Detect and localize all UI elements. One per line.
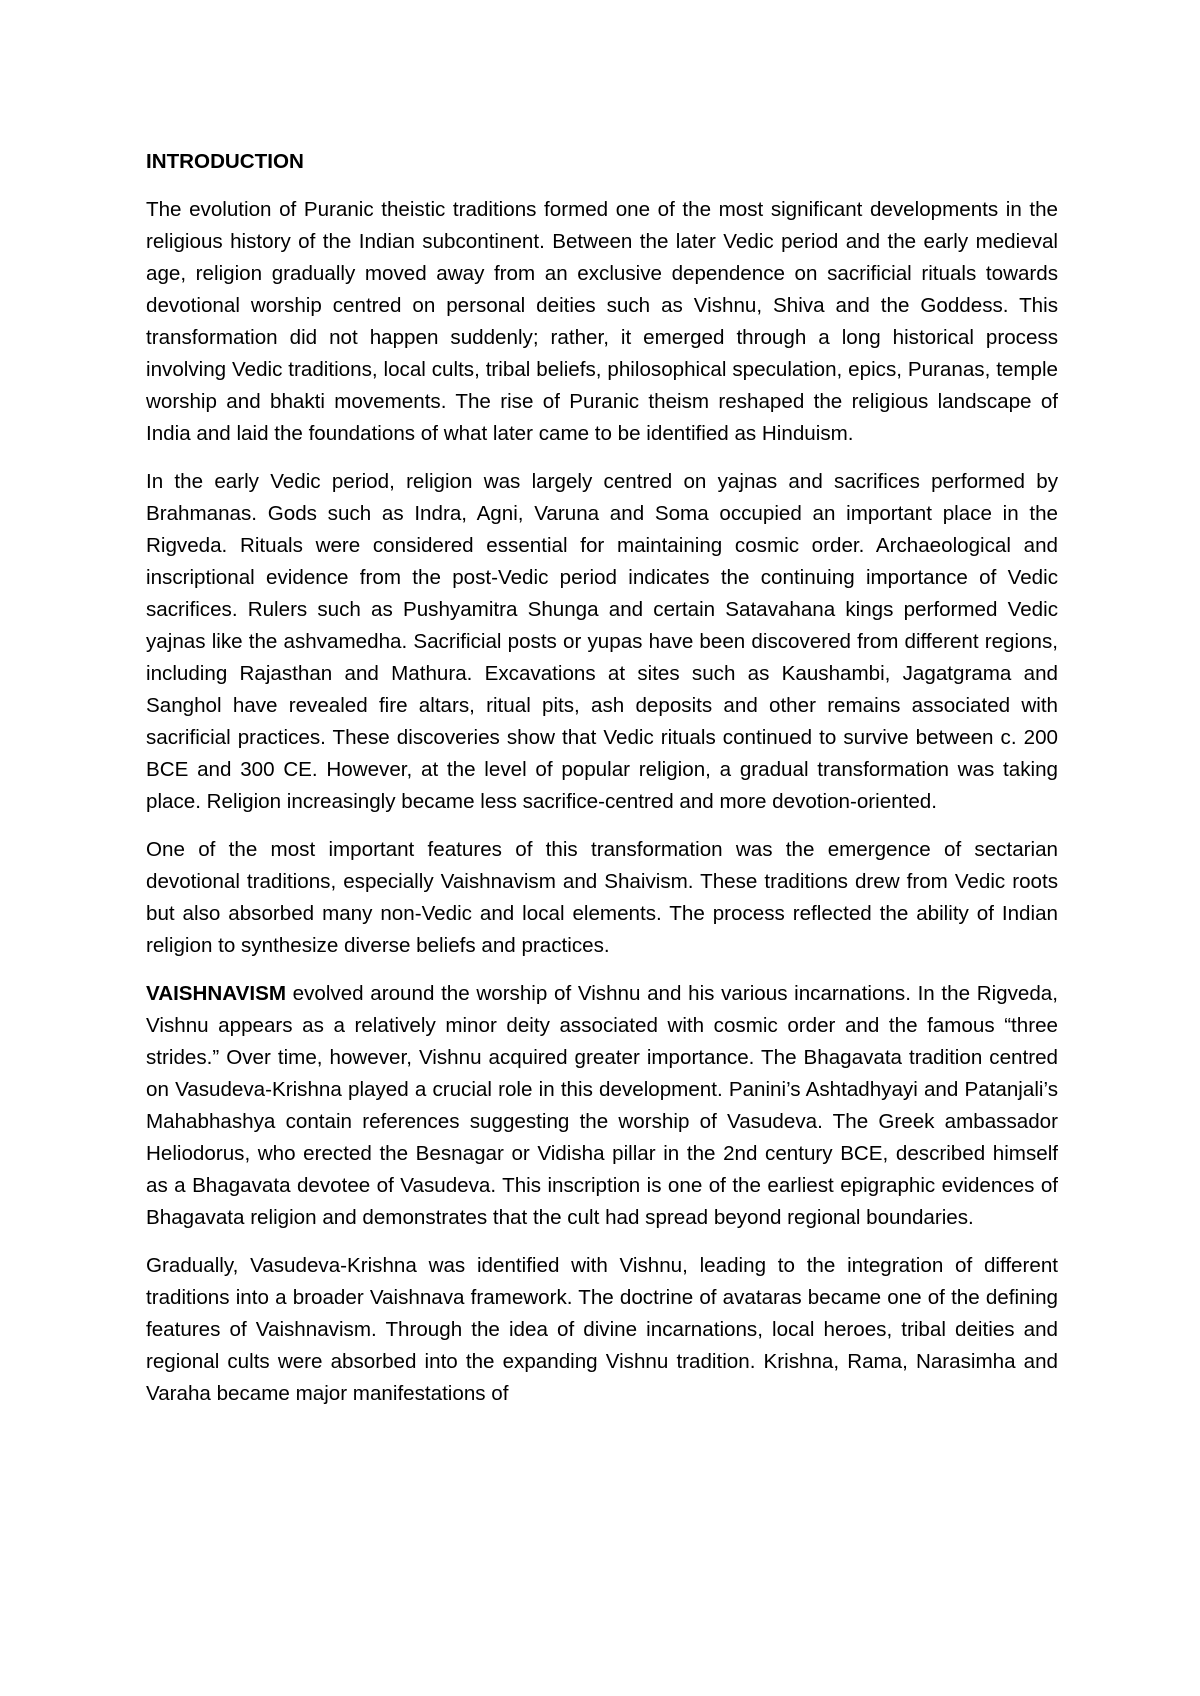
paragraph-vaishnavism: [146, 978, 1058, 1234]
paragraph-text: The evolution of Puranic theistic traditions formed one of the most significant developments in the religious history of the Indian subcontinent. Between the later Vedic period and the early medieval age, religion gradually moved away from an exclusive dependence on sacrificial rituals towards devotional worship centred on personal deities such as Vishnu, Shiva and the Goddess. This transformation did not happen suddenly; rather, it emerged through a long historical process involving Vedic traditions, local cults, tribal beliefs, philosophical speculation, epics, Puranas, temple worship and bhakti movements. The rise of Puranic theism reshaped the religious landscape of India and laid the foundations of what later came to be identified as Hinduism.: [146, 198, 1058, 445]
paragraph-text: Gradually, Vasudeva-Krishna was identified with Vishnu, leading to the integration of different traditions into a broader Vaishnava framework. The doctrine of avataras became one of the defining features of Vaishnavism. Through the idea of divine incarnations, local heroes, tribal deities and regional cults were absorbed into the expanding Vishnu tradition. Krishna, Rama, Narasimha and Varaha became major manifestations of: [146, 1254, 1058, 1405]
paragraph-sectarian-traditions: [146, 834, 1058, 962]
paragraph-text: One of the most important features of this transformation was the emergence of sectarian devotional traditions, especially Vaishnavism and Shaivism. These traditions drew from Vedic roots but also absorbed many non-Vedic and local elements. The process reflected the ability of Indian religion to synthesize diverse beliefs and practices.: [146, 838, 1058, 957]
document-body: [146, 146, 1058, 1426]
paragraph-text: In the early Vedic period, religion was largely centred on yajnas and sacrifices performed by Brahmanas. Gods such as Indra, Agni, Varuna and Soma occupied an important place in the Rigveda. Rituals were considered essential for maintaining cosmic order. Archaeological and inscriptional evidence from the post-Vedic period indicates the continuing importance of Vedic sacrifices. Rulers such as Pushyamitra Shunga and certain Satavahana kings performed Vedic yajnas like the ashvamedha. Sacrificial posts or yupas have been discovered from different regions, including Rajasthan and Mathura. Excavations at sites such as Kaushambi, Jagatgrama and Sanghol have revealed fire altars, ritual pits, ash deposits and other remains associated with sacrificial practices. These discoveries show that Vedic rituals continued to survive between c. 200 BCE and 300 CE. However, at the level of popular religion, a gradual transformation was taking place. Religion increasingly became less sacrifice-centred and more devotion-oriented.: [146, 470, 1058, 813]
section-heading: INTRODUCTION: [146, 150, 304, 173]
paragraph-lead-term: VAISHNAVISM: [146, 982, 286, 1005]
paragraph-puranic-evolution: [146, 194, 1058, 450]
paragraph-text: evolved around the worship of Vishnu and his various incarnations. In the Rigveda, Vishnu appears as a relatively minor deity associated with cosmic order and the famous “three strides.” Over time, however, Vishnu acquired greater importance. The Bhagavata tradition centred on Vasudeva-Krishna played a crucial role in this development. Panini’s Ashtadhyayi and Patanjali’s Mahabhashya contain references suggesting the worship of Vasudeva. The Greek ambassador Heliodorus, who erected the Besnagar or Vidisha pillar in the 2nd century BCE, described himself as a Bhagavata devotee of Vasudeva. This inscription is one of the earliest epigraphic evidences of Bhagavata religion and demonstrates that the cult had spread beyond regional boundaries.: [146, 982, 1058, 1229]
paragraph-avataras: [146, 1250, 1058, 1410]
paragraph-vedic-religion: [146, 466, 1058, 818]
